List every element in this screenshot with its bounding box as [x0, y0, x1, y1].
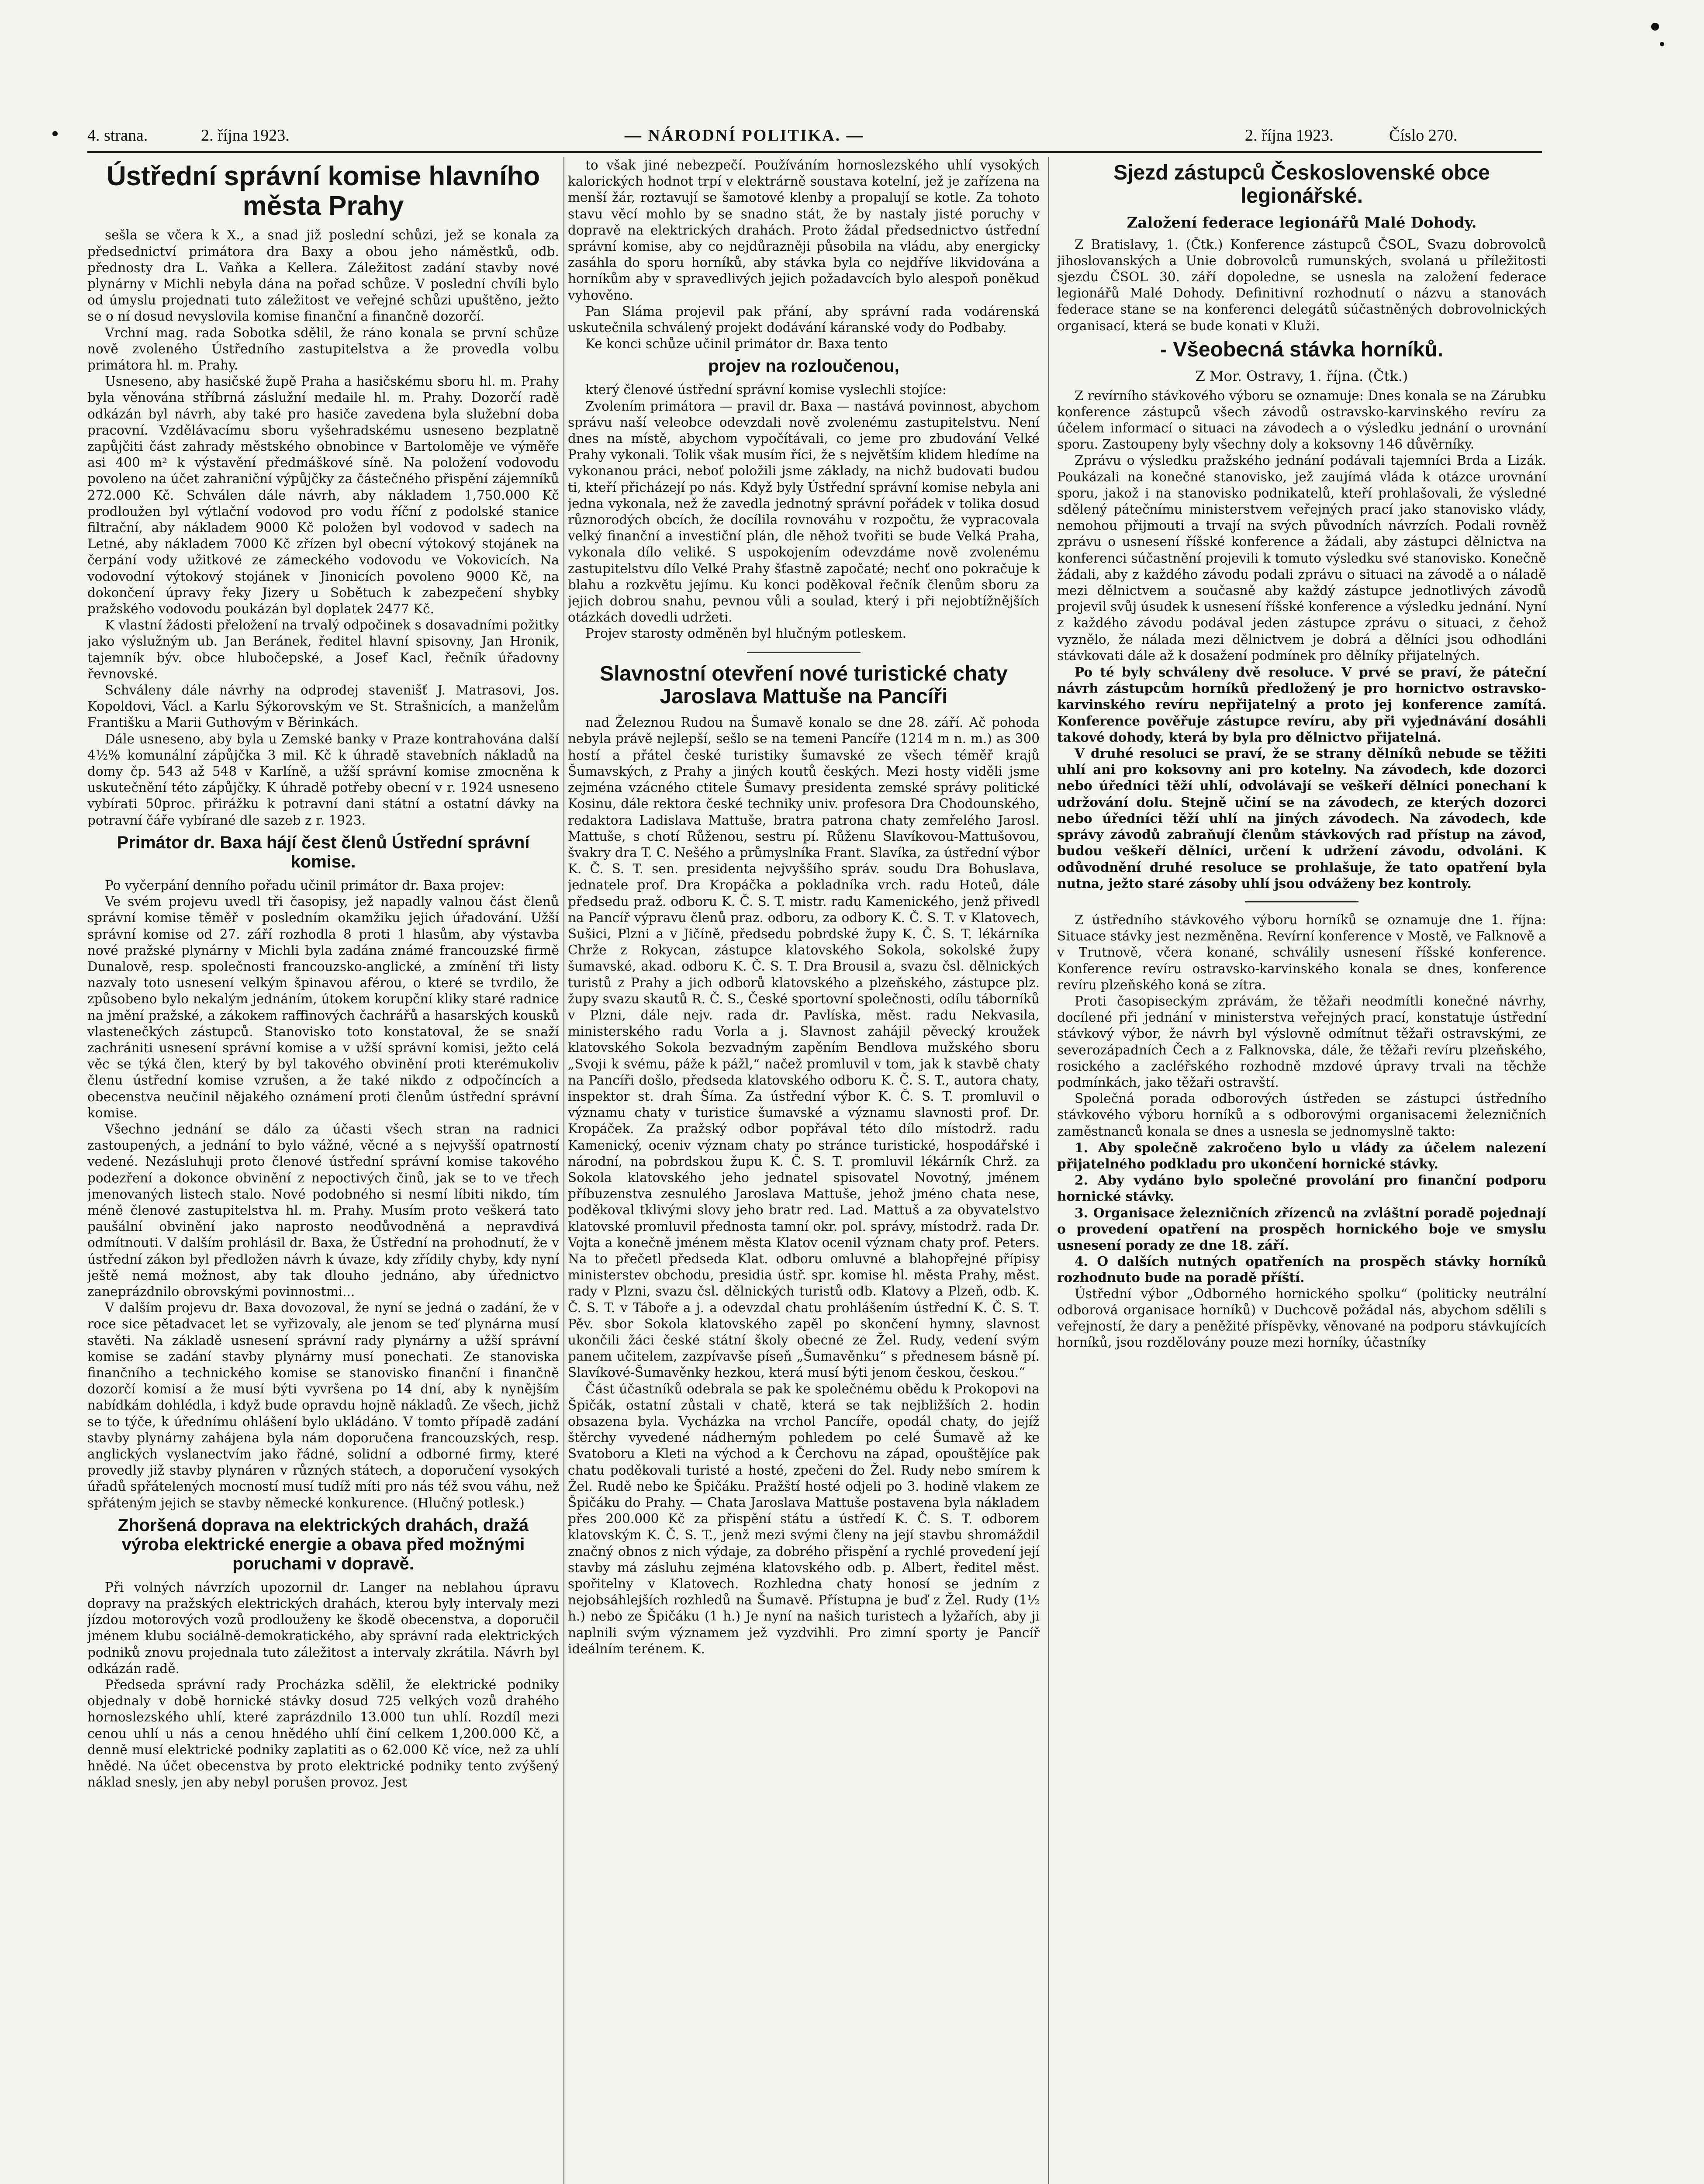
article-paragraph: nad Železnou Rudou na Šumavě konalo se dne 28. září. Ač pohoda nebyla právě nejlepší, sešlo se na temeni Pancíře (1214 m n. m.) as 300 hostí a přátel české turistiky šumavské ze všech téměř krajů Šumavských, z Prahy a jiných koutů českých. Mezi hosty viděli jsme zejména vzácného ctitele Šumavy presidenta zemské správy politické Kosinu, dále rektora české techniky univ. profesora Dra Chodounského, redaktora Ladislava Mattuše, bratra patrona chaty zemřelého Jarosl. Mattuše, s chotí Růženou, sestru pí. Růženu Slavíkovou-Mattušovou, švakry dra T. C. Nešého a průmyslníka Frant. Slavíka, za ústřední výbor K. Č. S. T. sen. presidenta nejvyššího správ. soudu Dra Bohuslava, jednatele prof. Dra Kropáčka a pokladníka vrch. radu Hoteů, dále předsedu praž. odboru K. Č. S. T. mistr. radu Kamenického, jenž přivedl na Pancíř výpravu členů praz. odboru, za odbory K. Č. S. T. v Klatovech, Sušici, Plzni a v Jičíně, předsedu pobrdské župy K. Č. S. T. lékárníka Chrže z Rokycan, zástupce klatovského Sokola, sokolské župy šumavské, akad. odboru K. Č. S. T. Dra Brousil a, svazu čsl. dělnických turistů z Prahy a jich odborů klatovského a plzeňského, zástupce plz. župy svazu skautů R. Č. S., České sportovní společnosti, odílu táborníků v Plzni, dále nejv. rada dr. Pavlíska, měst. radu Nekvasila, ministerského radu Vorla a j. Slavnost zahájil pěvecký kroužek klatovského Sokola bezvadným zapěním Bendlova mužského sboru „Svoji k svému, páže k pážl,“ načež promluvil v tom, jak k stavbě chaty na Pancíři došlo, předseda klatovského odboru K. Č. S. T., autora chaty, inspektor st. drah Šíma. Za ústřední výbor K. Č. S. T. promluvil o významu chaty v turistice šumavské a významu slavnosti prof. Dr. Kropáček. Za pražský odbor popřával této dílo místodrž. radu Kamenický, oceniv význam chaty po stránce turistické, hospodářské i národní, na pobrdskou župu K. Č. S. T. promluvil lékárník Chrž. za Sokola klatovského jeho jednatel spisovatel Novotný, jménem příbuzenstva zesnulého Jaroslava Mattuše, jehož jméno chata nese, poděkoval tklivými slovy jeho bratr red. Lad. Mattuš a za obyvatelstvo klatovské promluvil přednosta tamní okr. pol. správy, místodrž. rada Dr. Vojta a konečně jménem města Klatov ocenil význam chaty prof. Peters. Na to přečetl předseda Klat. odboru omluvné a blahopřejné přípisy ministerstev obchodu, presidia ústř. spr. komise hl. města Prahy, měst. rady v Plzni, svazu čsl. dělnických turistů odb. Klatovy a Plzeň, odb. K. Č. S. T. v Táboře a j. a odevzdal chatu prohlášením ústřední K. Č. S. T. Pěv. sbor Sokola klatovského zapěl po skončení hymny, slavnost ukončili žáci české státní školy obecné ze Žel. Rudy, vedení svým panem učitelem, zazpívavše píseň „Šumavěnku“ s přednesem básně pí. Slavíkové-Šumavěnky hezkou, která musí býti jenom českou, českou.“: [568, 715, 1040, 1380]
article-paragraph: Z ústředního stávkového výboru horníků se oznamuje dne 1. října: Situace stávky jest nezměněna. Revírní konference v Mostě, ve Falknově a v Trutnově, včera konané, schválily usnesení říšské konference. Konference revíru ostravsko-karvinského konala se dnes, konference revíru plzeňského koná se zítra.: [1057, 912, 1546, 992]
article-paragraph: Ve svém projevu uvedl tři časopisy, jež napadly valnou část členů správní komise těměř v posledním okamžiku jejich úřadování. Užší správní komise od 27. září rozhodla 8 proti 1 hlasům, aby výstavba nové pražské plynárny v Michli byla zadána známé francouzské firmě Dunalově, resp. společnosti francouzsko-anglické, a zmínění tři listy nazvaly toto usnesení velkým špinavou aférou, o které se tvrdilo, že způsobeno bylo nekalým jednáním, útokem korupční kliky staré radnice na jmění pražské, a zákokem raffinových čachrářů a hasarských kousků vlastenečkých zástupců. Stanovisko toto konstatoval, že se snaží zachrániti usnesení správní komise a v užší správní komisi, ježto celá věc se týká člen, který by byl takového obvinění proti kterémukoliv členu ústřední komise vzrušen, a že také nikdo z odpočíncích a obecenstva neučinil nějakého oznámení proti členům ústřední správní komise.: [87, 894, 559, 1120]
column-2: [568, 157, 1040, 2184]
article-paragraph: Dále usneseno, aby byla u Zemské banky v Praze kontrahována další 4½% komunální zápůjčka 3 mil. Kč k úhradě stavebních nákladů na domy čp. 543 až 548 v Karlíně, a užší správní komise zmocněna k uskutečnění této zápůjčky. K úhradě potřeby obecní v r. 1924 usneseno vybírati 50proc. přirážku k potravní dani státní a ostatní dávky na potravní čáře vybírané dle sazeb z r. 1923.: [87, 731, 559, 828]
article-paragraph: V druhé resoluci se praví, že se strany dělníků nebude se těžiti uhlí ani pro koksovny ani pro kotelny. Na závodech, kde dozorci nebo úředníci těží uhlí, odvolávají se veškeří dělníci ponechaní k udržování dolu. Stejně učiní se na závodech, ze kterých dozorci nebo úředníci těží uhlí na jiných závodech. Na závodech, kde správy závodů zabraňují členům stávkových rad přístup na závod, budou veškeří dělníci, určení k udržení závodu, odvoláni. K odůvodnění druhé resoluce se prohlašuje, že tato opatření byla nutna, ježto staré zásoby uhlí jsou odváženy bez kontroly.: [1057, 746, 1546, 891]
article-paragraph: Část účastníků odebrala se pak ke společnému obědu k Prokopovi na Špičák, ostatní zůstali v chatě, která se tak nejbližších 2. hodin obsazena byla. Vycházka na vrchol Pancíře, opodál chaty, do jejíž štěrchy vyvedené nádherným pohledem po celé Šumavě až ke Svatoboru a Kleti na východ a k Čerchovu na západ, opouštějíce pak chatu poděkovali turisté a hosté, zpečeni do Žel. Rudy nebo smírem k Žel. Rudě nebo ke Špičáku. Pražští hosté odjeli po 3. hodině vlakem ze Špičáku do Prahy. — Chata Jaroslava Mattuše postavena byla nákladem přes 200.000 Kč za přispění státu a ústředí K. Č. S. T. odborem klatovským K. Č. S. T., jenž mezi svými členy na její stavbu shromáždil značný obnos z nich výdaje, za dobrého přispění a rychlé provedení její stavby má zásluhu zejména klatovského odb. p. Albert, ředitel měst. spořitelny v Klatovech. Rozhledna chaty honosí se jedním z nejobsáhlejších rozhledů na Šumavě. Přístupna je buď z Žel. Rudy (1½ h.) nebo ze Špičáku (1 h.) Je nyní na našich turistech a lyžařích, aby ji naplnili svým významem jež vyzdvihli. Pro zimní sporty je Pancíř ideálním terénem. K.: [568, 1381, 1040, 1656]
article-paragraph: Schváleny dále návrhy na odprodej stavenišť J. Matrasovi, Jos. Kopoldovi, Václ. a Karlu Sýkorovským ve St. Strašnicích, a manželům Františku a Marii Guthovým v Běrinkách.: [87, 683, 559, 730]
column-3: [1057, 157, 1546, 2184]
article-paragraph: Proti časopiseckým zprávám, že těžaři neodmítli konečné návrhy, docílené při jednání v ministerstva veřejných prací, konstatuje ústřední stávkový výbor, že návrh byl výslovně odmítnut těžaři ostravskými, ze severozápadních Čech a z Falknovska, dále, že těžaři revíru plzeňského, rosického a zacléřského rozhodně mzdové úpravy trvali na těchže podmínkách, jako těžaři ostravští.: [1057, 993, 1546, 1090]
article-paragraph: Vrchní mag. rada Sobotka sdělil, že ráno konala se první schůze nově zvoleného Ústředního zastupitelstva a že provedla volbu primátora hl. m. Prahy.: [87, 325, 559, 373]
article-paragraph: Projev starosty odměněn byl hlučným potleskem.: [585, 626, 907, 641]
article-paragraph: 1. Aby společně zakročeno bylo u vlády za účelem nalezení přijatelného podkladu pro ukončení hornické stávky.: [1057, 1140, 1546, 1171]
print-mark: [1651, 23, 1659, 31]
article-paragraph: to však jiné nebezpečí. Používáním hornoslezského uhlí vysokých kalorických hodnot trpí v elektrárně soustava kotelní, jež je zařízena na menší žár, roztavují se šamotové klenby a propalují se kotle. Za tohoto stavu věcí mohlo by se snadno stát, že by nastaly jisté poruchy v dopravě na elektrických drahách. Proto žádal předsednictvo ústřední správní komise, aby co nejdůrazněji působila na vládu, aby energicky zasáhla do sporu horníků, aby stávka byla co nejdříve likvidována a horníkům aby v spravedlivých jejich požadavcích bylo alespoň poněkud vyhověno.: [568, 158, 1040, 303]
article-headline: - Všeobecná stávka horníků.: [1160, 338, 1444, 361]
article-headline: Ústřední správní komise hlavního města Prahy: [106, 161, 540, 221]
article-paragraph: Společná porada odborových ústředen se zástupci ústředního stávkového výboru horníků a s odborovými organisacemi železničních zaměstnanců konala se dnes a usnesla se jednomyslně takto:: [1057, 1091, 1546, 1139]
article-paragraph: Ústřední výbor „Odborného hornického spolku“ (politicky neutrální odborová organisace horníků) v Duchcově požádal nás, abychom sdělili s veřejností, že dary a peněžité příspěvky, věnované na podporu stávkujících horníků, jsou rozdělovány pouze mezi horníky, účastníky: [1057, 1286, 1546, 1350]
date-left: 2. října 1923.: [201, 126, 290, 145]
article-paragraph: 4. O dalších nutných opatřeních na prospěch stávky horníků rozhodnuto bude na poradě příští.: [1057, 1254, 1546, 1286]
article-paragraph: Pan Sláma projevil pak přání, aby správní rada vodárenská uskutečnila schválený projekt dodávání káranské vody do Podbaby.: [568, 304, 1040, 335]
article-headline: Zhoršená doprava na elektrických drahách, dražá výroba elektrické energie a obava před možnými poruchami v dopravě.: [118, 1515, 529, 1573]
newspaper-title: — NÁRODNÍ POLITIKA. —: [625, 126, 864, 145]
print-mark: [52, 131, 58, 136]
page-number: 4. strana.: [87, 126, 148, 145]
article-headline: projev na rozloučenou,: [708, 356, 899, 376]
column-divider: [563, 157, 564, 2184]
article-paragraph: Ke konci schůze učinil primátor dr. Baxa tento: [585, 336, 888, 352]
column-divider: [1048, 157, 1049, 2184]
article-subheadline: Založení federace legionářů Malé Dohody.: [1127, 214, 1477, 232]
dateline: Z Mor. Ostravy, 1. října. (Čtk.): [1195, 367, 1408, 384]
date-right: 2. října 1923.: [1245, 126, 1334, 145]
article-paragraph: který členové ústřední správní komise vyslechli stojíce:: [585, 382, 947, 397]
article-paragraph: Všechno jednání se dálo za účasti všech stran na radnici zastoupených, a jednání to bylo vážné, věcné a s nejvyšší opatrností vedené. Nezásluhuji proto členové ústřední správní komise takového podezření a dokonce obvinění z nepoctivých činů, jak se to ve třech jmenovaných listech stalo. Nové podobného si nesmí líbiti nikdo, tím méně členové zastupitelstva hl. m. Prahy. Musím proto veškerá tato paušální obvinění jako naprosto neodůvodněná a nepravdivá odmítnouti. V dalším prohlásil dr. Baxa, že Ústřední na prohodnutí, že v ústřední zákon byl předložen návrh k úvaze, kdy zřídily chyby, kdy nyní ještě nemá možnost, aby tak dlouho jednáno, aby úřednictvo zaneprázdnilo obrovskými povinnostmi...: [87, 1121, 559, 1299]
article-paragraph: sešla se včera k X., a snad již poslední schůzi, jež se konala za předsednictví primátora dra Baxy a obou jeho náměstků, odb. přednosty dra L. Vaňka a Kellera. Záležitost zadání stavby nové plynárny v Michli nebyla dána na pořad schůze. V poslední chvíli bylo od úmyslu projednati tuto záležitost ve veřejné schůzi upuštěno, ježto se o ní dosud nevyslovila komise finanční a finančně dozorčí.: [87, 228, 559, 324]
article-paragraph: 2. Aby vydáno bylo společné provolání pro finanční podporu hornické stávky.: [1057, 1172, 1546, 1204]
article-paragraph: Zvolením primátora — pravil dr. Baxa — nastává povinnost, abychom správu naší veleobce odevzdali nově zvolenému zastupitelstvu. Není dnes na místě, abychom vypočítávali, co jeme pro zbudování Velké Prahy vykonali. Tolik však musím říci, že s největším klidem hledíme na vykonanou práci, neboť položili jsme základy, na nichž budovati budou ti, kteří přicházejí po nás. Když byly Ústřední správní komise nebyla ani jedna vykonala, než že zavedla jednotný správní pořádek v tolika dosud různorodých obcích, že docílila rovnováhu v rozpočtu, že vypracovala velký finanční a investiční plán, dle něhož tvořiti se bude Velká Praha, vykonala dílo veliké. S uspokojením odevzdáme nově zvolenému zastupitelstvu dílo Velké Prahy šťastně započaté; nechť ono pokračuje k blahu a rozkvětu jejímu. Ku konci poděkoval řečník členům sboru za jejich dobrou snahu, pevnou vůli a soulad, který i při nejobtížnějších otázkách dovedli udržeti.: [568, 398, 1040, 625]
article-headline: Slavnostní otevření nové turistické chaty Jaroslava Mattuše na Pancíři: [600, 662, 1008, 708]
section-rule: [747, 652, 861, 653]
article-paragraph: Po té byly schváleny dvě resoluce. V prvé se praví, že páteční návrh zástupcům horníků předložený je pro hornictvo ostravsko-karvinského revíru nepřijatelný a proto jej konference zamítá. Konference pověřuje zástupce revíru, aby při vyjednávání dosáhli takové dohody, která by byla pro dělnictvo přijatelná.: [1057, 664, 1546, 745]
print-mark: [1660, 42, 1664, 46]
article-paragraph: V dalším projevu dr. Baxa dovozoval, že nyní se jedná o zadání, že v roce sice pětadvacet let se vyřizovaly, ale jenom se teď plynárna musí stavěti. Na základě usnesení správní rady plynárny a užší správní komise se zadání stavby plynárny musí ponechati. Ze stanoviska finančního a technického komise se stanovisko finanční i finančně dozorčí komisí a že musí býti vyvršena po 14 dní, aby k nynějším nabídkám dohlédla, i když bude opravdu hojně nákladů. Ze všech, jichž se to týče, k úřednímu ohlášení bylo ukládáno. V tomto případě zadání stavby plynárny zahájena byla nám doporučena francouzských, resp. anglických vyslanectvím jako řádné, solidní a odborné firmy, které provedly již stavby plynáren v různých státech, a doporučení vysokých úřadů spřátelených mocností musí tudíž míti pro nás též svou váhu, než spřáteným jejich se stavby německé konkurence. (Hlučný potlesk.): [87, 1300, 559, 1510]
article-paragraph: Z revírního stávkového výboru se oznamuje: Dnes konala se na Zárubku konference zástupců všech závodů ostravsko-karvinského revíru za účelem informací o situaci na závodech a o výsledku jednání o urovnání sporu. Zastoupeny byly všechny doly a koksovny 146 důvěrníky.: [1057, 388, 1546, 452]
article-headline: Primátor dr. Baxa hájí čest členů Ústřední správní komise.: [117, 833, 530, 871]
masthead: [87, 122, 1542, 153]
column-1: [87, 157, 559, 2184]
article-paragraph: K vlastní žádosti přeložení na trvalý odpočinek s dosavadními požitky jako výslužným ub. Jan Beránek, ředitel hlavní spisovny, Jan Hronik, tajemník býv. obce hlubočepské, a Josef Kacl, řečník úřadovny řevnovské.: [87, 618, 559, 681]
issue-number: Číslo 270.: [1389, 126, 1458, 145]
article-paragraph: Při volných návrzích upozornil dr. Langer na neblahou úpravu dopravy na pražských elektrických drahách, kterou byly intervaly mezi jízdou motorových vozů prodlouženy ke škodě obecenstva, a doporučil jménem klubu sociálně-demokratického, aby správní rada elektrických podniků znovu projednala tuto záležitost a intervaly zkrátila. Návrh byl odkázán radě.: [87, 1579, 559, 1676]
article-paragraph: Usneseno, aby hasičské župě Praha a hasičskému sboru hl. m. Prahy byla věnována stříbrná záslužní medaile hl. m. Prahy. Dozorčí radě odkázán byl návrh, aby také pro hasiče zavedena byla služební doba pracovní. Vzdělávacímu sboru vyšehradskému usneseno bezplatně zapůjčiti část zahrady městského obnobince v Bartoloměje ve výměře asi 400 m² k výstavění předmáškové síně. Na položení vodovodu povoleno na účet zahraniční výpůjčky za částečného přispění zájemníků 272.000 Kč. Schválen dále návrh, aby nákladem 1,750.000 Kč prodloužen byl výtlační vodovod pro vodu říční z podolské stanice filtrační, aby nákladem 9000 Kč položen byl vodovod v sadech na Letné, aby nákladem 7000 Kč zřízen byl obecní výtokový stojánek na čerpání vody užitkové ze zámeckého vodovodu ve Vokovicích. Na vodovodní výtokový stojánek v Jinonicích povoleno 9000 Kč, na dokončení úpravy řeky Jizery u Sobětuch k zabezpečení shybky pražského vodovodu poukázán byl doplatek 2477 Kč.: [87, 374, 559, 617]
article-paragraph: Předseda správní rady Procházka sdělil, že elektrické podniky objednaly v době hornické stávky dosud 725 velkých vozů drahého hornoslezského uhlí, které zaprázdnilo 13.000 tun uhlí. Rozdíl mezi cenou uhlí u nás a cenou hnědého uhlí činí celkem 1,200.000 Kč, a denně musí elektrické podniky zaplatiti as o 62.000 Kč více, než za uhlí hnědé. Na účet obecenstva by proto elektrické podniky tento zvýšený náklad snesly, jen aby nebyl porušen provoz. Jest: [87, 1677, 559, 1790]
masthead-rule: [87, 151, 1542, 153]
section-rule: [1245, 901, 1358, 902]
article-paragraph: 3. Organisace železničních zřízenců na zvláštní poradě pojednají o provedení opatření na prospěch hornického boje ve smyslu usnesení porady ze dne 18. září.: [1057, 1205, 1546, 1253]
article-paragraph: Po vyčerpání denního pořadu učinil primátor dr. Baxa projev:: [105, 878, 505, 893]
article-paragraph: Z Bratislavy, 1. (Čtk.) Konference zástupců ČSOL, Svazu dobrovolců jihoslovanských a Unie dobrovolců rumunských, svolaná u příležitosti sjezdu ČSOL 30. září dopoledne, se usnesla na založení federace legionářů Malé Dohody. Definitivní rozhodnutí o názvu a stanovách federace stane se na konferenci delegátů súčastněných dobrovolnických organisací, která se bude konati v Kluži.: [1057, 237, 1546, 333]
article-paragraph: Zprávu o výsledku pražského jednání podávali tajemníci Brda a Lizák. Poukázali na konečné stanovisko, jež zaujímá vláda k otázce urovnání sporu, jakož i na stanovisko podnikatelů, kteří prohlašovali, že výsledné sdělený pátečnímu ministerstvem veřejných prací jako stanovisko vlády, nemohou přijmouti a trvají na svých původních návrzích. Podali rovněž zprávu o usnesení říšské konference a žádali, aby zástupci dělnictva na konferenci súčastnění projevili k tomuto výsledku své stanovisko. Konečně žádali, aby z každého závodu podali zprávu o situaci na závodě a o náladě mezi dělnictvem a současně aby každý zástupce jednotlivých závodů projevil svůj úsudek k usnesení říšské konference a výsledku jednání. Nyní z každého závodu podával jeden zástupce zprávu o situaci, z čehož vyznělo, že nálada mezi dělnictvem je dobrá a dělníci jsou odhodláni stávkovati dále až k dosažení podmínek pro dělníky přijatelných.: [1057, 453, 1546, 663]
article-headline: Sjezd zástupců Československé obce legionářské.: [1113, 161, 1490, 207]
